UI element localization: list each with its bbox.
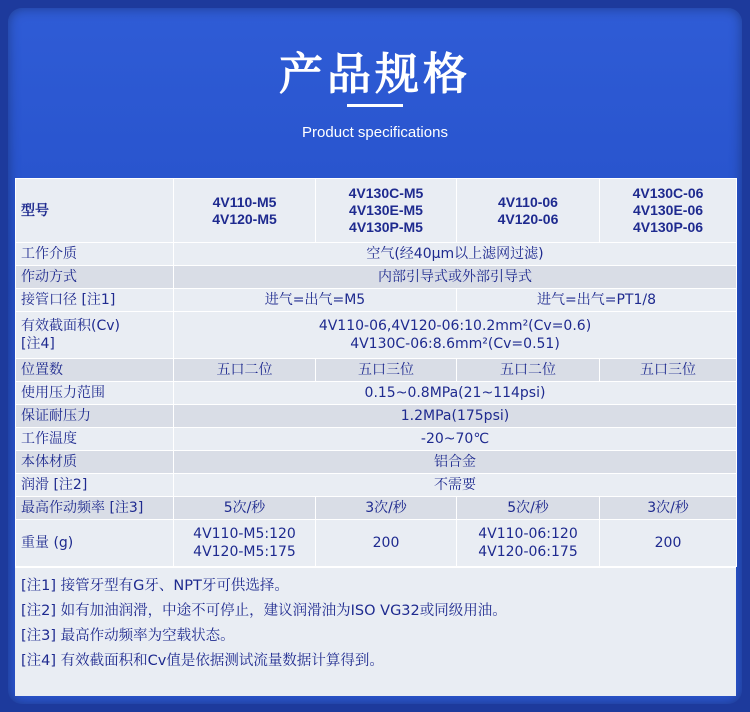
table-row (16, 359, 737, 382)
row-value: 不需要 (174, 474, 737, 497)
row-value: 4V110-06,4V120-06:10.2mm²(Cv=0.6) 4V130C-06:8.6mm²(Cv=0.51) (174, 312, 737, 359)
row-value: 200 (316, 520, 457, 567)
spec-table (15, 178, 737, 567)
row-value: 5次/秒 (457, 497, 600, 520)
row-value: 0.15~0.8MPa(21~114psi) (174, 382, 737, 405)
row-label: 有效截面积(Cv) [注4] (16, 312, 174, 359)
note-item: [注3] 最高作动频率为空载状态。 (21, 628, 235, 644)
table-row (16, 474, 737, 497)
table-row (16, 243, 737, 266)
header-col-3: 4V110-06 4V120-06 (457, 179, 600, 243)
row-value: 3次/秒 (316, 497, 457, 520)
table-row (16, 312, 737, 359)
row-label: 工作介质 (16, 243, 174, 266)
row-value: 空气(经40μm以上滤网过滤) (174, 243, 737, 266)
row-value: 5次/秒 (174, 497, 316, 520)
row-value: 1.2MPa(175psi) (174, 405, 737, 428)
row-label: 润滑 [注2] (16, 474, 174, 497)
row-label: 重量 (g) (16, 520, 174, 567)
row-value: 4V110-M5:120 4V120-M5:175 (174, 520, 316, 567)
row-label: 位置数 (16, 359, 174, 382)
table-row (16, 451, 737, 474)
row-value: 五口三位 (600, 359, 737, 382)
row-value: 五口二位 (457, 359, 600, 382)
note-item: [注4] 有效截面积和Cv值是依据测试流量数据计算得到。 (21, 653, 384, 669)
table-row (16, 382, 737, 405)
page-title: 产品规格 (279, 49, 471, 100)
table-row (16, 289, 737, 312)
row-value: -20~70℃ (174, 428, 737, 451)
row-value: 铝合金 (174, 451, 737, 474)
row-label: 接管口径 [注1] (16, 289, 174, 312)
table-row (16, 428, 737, 451)
table-row (16, 520, 737, 567)
row-value: 4V110-06:120 4V120-06:175 (457, 520, 600, 567)
row-label: 作动方式 (16, 266, 174, 289)
row-label: 保证耐压力 (16, 405, 174, 428)
row-value: 进气=出气=PT1/8 (457, 289, 737, 312)
row-value: 五口三位 (316, 359, 457, 382)
row-value: 进气=出气=M5 (174, 289, 457, 312)
table-row (16, 266, 737, 289)
note-item: [注1] 接管牙型有G牙、NPT牙可供选择。 (21, 578, 289, 594)
header-col-2: 4V130C-M5 4V130E-M5 4V130P-M5 (316, 179, 457, 243)
table-row (16, 405, 737, 428)
row-value: 200 (600, 520, 737, 567)
row-value: 五口二位 (174, 359, 316, 382)
row-label: 本体材质 (16, 451, 174, 474)
row-value: 内部引导式或外部引导式 (174, 266, 737, 289)
title-underline (347, 104, 403, 107)
page-subtitle: Product specifications (302, 124, 448, 141)
note-item: [注2] 如有加油润滑，中途不可停止，建议润滑油为ISO VG32或同级用油。 (21, 603, 507, 619)
header-col-4: 4V130C-06 4V130E-06 4V130P-06 (600, 179, 737, 243)
row-value: 3次/秒 (600, 497, 737, 520)
row-label: 工作温度 (16, 428, 174, 451)
header-label: 型号 (16, 179, 174, 243)
table-row (16, 497, 737, 520)
notes-section (15, 567, 736, 680)
table-header-row (16, 179, 737, 243)
row-label: 使用压力范围 (16, 382, 174, 405)
row-label: 最高作动频率 [注3] (16, 497, 174, 520)
header-col-1: 4V110-M5 4V120-M5 (174, 179, 316, 243)
spec-table-container (15, 178, 736, 696)
